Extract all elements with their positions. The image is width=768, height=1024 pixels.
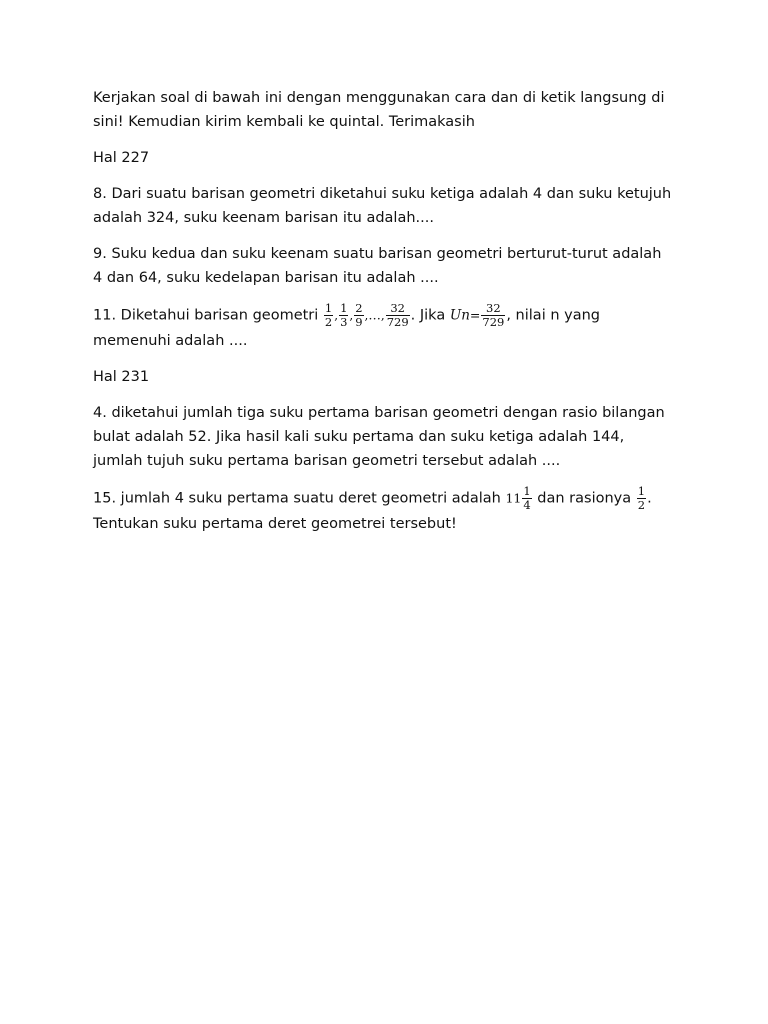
question-15-end: . [647,490,652,507]
question-8-line-1: 8. Dari suatu barisan geometri diketahui suku ketiga adalah 4 dan suku ketujuh [93,186,672,202]
question-9-line-1: 9. Suku kedua dan suku keenam suatu barisan geometri berturut-turut adalah [93,246,662,262]
question-11: 11. Diketahui barisan geometri $\frac{1}{2}$ , $\frac{1}{3}$ , $\frac{2}{9}$ ,…, $\frac{32}{729}$ . Jika Un= $\frac{32}{729}$ , nilai n yang memenuhi adalah .... [93,301,600,349]
question-11-jika: . Jika [410,307,446,324]
equals-sign: = [469,307,481,323]
question-4-line-1: 4. diketahui jumlah tiga suku pertama barisan geometri dengan rasio bilangan [93,405,665,421]
question-15-middle: dan rasionya [537,490,632,507]
document-page [93,86,693,548]
sequence-ellipsis: … [368,307,381,323]
question-11-suffix: , nilai n yang [506,307,600,324]
section-heading-hal-227: Hal 227 [93,150,150,166]
intro-line-2: sini! Kemudian kirim kembali ke quintal. Terimakasih [93,114,475,130]
question-15-prefix: 15. jumlah 4 suku pertama suatu deret geometri adalah [93,490,501,507]
mixed-number-fraction: $\frac{1}{4}$ [523,484,531,512]
question-4-line-3: jumlah tujuh suku pertama barisan geometri tersebut adalah .... [93,453,561,469]
sequence-term-3: $\frac{2}{9}$ [355,301,363,329]
question-8 [93,182,693,230]
sequence-term-2: $\frac{1}{3}$ [340,301,348,329]
ratio-fraction: $\frac{1}{2}$ [637,484,646,512]
question-9-line-2: 4 dan 64, suku kedelapan barisan itu adalah .... [93,270,439,286]
question-4-line-2: bulat adalah 52. Jika hasil kali suku pertama dan suku ketiga adalah 144, [93,429,625,445]
question-8-line-2: adalah 324, suku keenam barisan itu adalah.... [93,210,434,226]
un-value: $\frac{32}{729}$ [482,301,505,329]
question-15-line-2: Tentukan suku pertama deret geometrei tersebut! [93,516,457,532]
question-11-prefix: 11. Diketahui barisan geometri [93,307,319,324]
question-4 [93,401,693,473]
intro-line-1: Kerjakan soal di bawah ini dengan menggunakan cara dan di ketik langsung di [93,90,665,106]
sequence-term-1: $\frac{1}{2}$ [324,301,333,329]
question-9 [93,242,693,290]
sequence-last-term: $\frac{32}{729}$ [386,301,409,329]
un-symbol: Un [449,307,470,324]
mixed-number-whole: 11 [505,490,522,506]
question-11-line-2: memenuhi adalah .... [93,333,248,349]
intro-paragraph [93,86,693,134]
question-15 [93,485,693,536]
section-heading-hal-231: Hal 231 [93,369,150,385]
